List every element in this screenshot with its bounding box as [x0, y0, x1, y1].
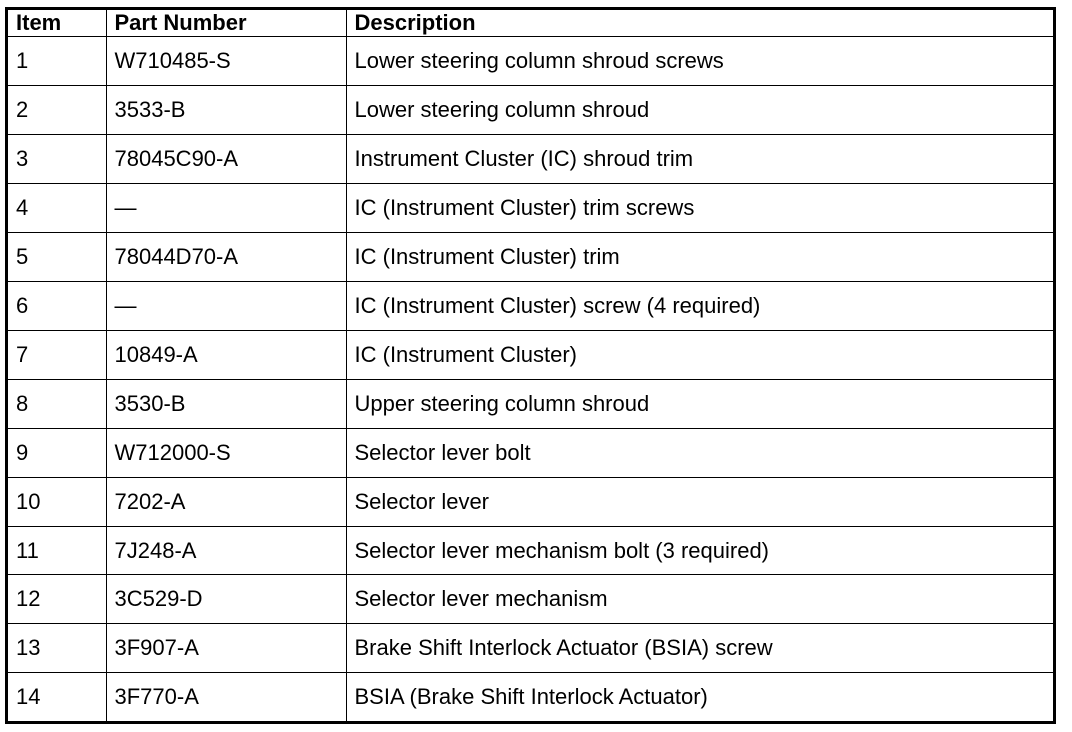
item-cell: 1 [8, 37, 106, 86]
part-number-cell: 7J248-A [106, 526, 346, 575]
description-cell: IC (Instrument Cluster) screw (4 required) [346, 281, 1053, 330]
column-header-part-number: Part Number [106, 10, 346, 37]
part-number-cell: 3F907-A [106, 624, 346, 673]
table-row [8, 85, 1053, 134]
table-row [8, 232, 1053, 281]
description-cell: Instrument Cluster (IC) shroud trim [346, 134, 1053, 183]
table-header-row [8, 10, 1053, 37]
table-row [8, 526, 1053, 575]
table-row [8, 281, 1053, 330]
part-number-cell: 78045C90-A [106, 134, 346, 183]
part-number-cell: 3C529-D [106, 575, 346, 624]
table-row [8, 624, 1053, 673]
item-cell: 4 [8, 183, 106, 232]
item-cell: 10 [8, 477, 106, 526]
item-cell: 6 [8, 281, 106, 330]
part-number-cell: 3533-B [106, 85, 346, 134]
description-cell: Selector lever bolt [346, 428, 1053, 477]
part-number-cell: 10849-A [106, 330, 346, 379]
description-cell: Selector lever [346, 477, 1053, 526]
part-number-cell: 7202-A [106, 477, 346, 526]
description-cell: BSIA (Brake Shift Interlock Actuator) [346, 673, 1053, 721]
table-row [8, 673, 1053, 721]
item-cell: 2 [8, 85, 106, 134]
description-cell: IC (Instrument Cluster) trim [346, 232, 1053, 281]
item-cell: 14 [8, 673, 106, 721]
table-row [8, 477, 1053, 526]
table-row [8, 134, 1053, 183]
description-cell: Upper steering column shroud [346, 379, 1053, 428]
description-cell: IC (Instrument Cluster) trim screws [346, 183, 1053, 232]
item-cell: 8 [8, 379, 106, 428]
description-cell: Brake Shift Interlock Actuator (BSIA) screw [346, 624, 1053, 673]
part-number-cell: 3F770-A [106, 673, 346, 721]
description-cell: Selector lever mechanism [346, 575, 1053, 624]
column-header-item: Item [8, 10, 106, 37]
item-cell: 9 [8, 428, 106, 477]
part-number-cell: W712000-S [106, 428, 346, 477]
item-cell: 12 [8, 575, 106, 624]
part-number-cell: W710485-S [106, 37, 346, 86]
table-row [8, 330, 1053, 379]
item-cell: 13 [8, 624, 106, 673]
description-cell: Lower steering column shroud [346, 85, 1053, 134]
table-row [8, 183, 1053, 232]
part-number-cell: 3530-B [106, 379, 346, 428]
description-cell: Selector lever mechanism bolt (3 required) [346, 526, 1053, 575]
parts-table [8, 10, 1053, 721]
table-row [8, 575, 1053, 624]
part-number-cell: 78044D70-A [106, 232, 346, 281]
part-number-cell: — [106, 183, 346, 232]
column-header-description: Description [346, 10, 1053, 37]
parts-table-frame [5, 7, 1056, 724]
item-cell: 3 [8, 134, 106, 183]
table-row [8, 379, 1053, 428]
item-cell: 5 [8, 232, 106, 281]
description-cell: IC (Instrument Cluster) [346, 330, 1053, 379]
table-row [8, 37, 1053, 86]
item-cell: 7 [8, 330, 106, 379]
item-cell: 11 [8, 526, 106, 575]
part-number-cell: — [106, 281, 346, 330]
table-row [8, 428, 1053, 477]
description-cell: Lower steering column shroud screws [346, 37, 1053, 86]
